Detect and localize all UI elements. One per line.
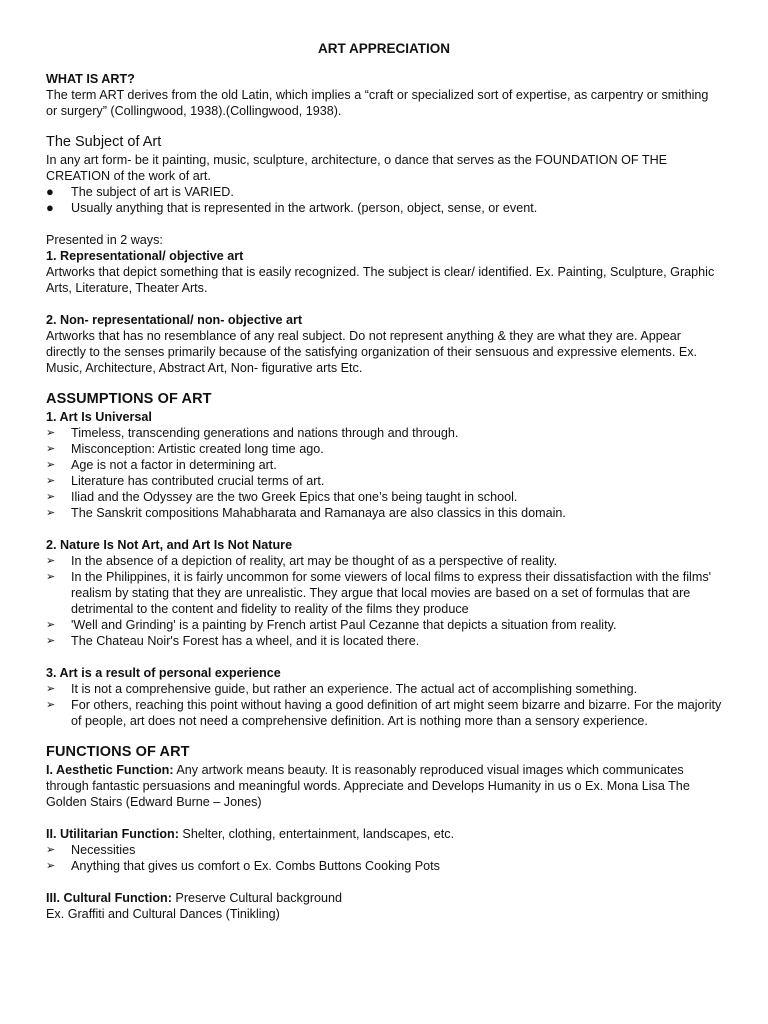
assumption-1-list — [46, 425, 722, 521]
arrow-bullet-icon: ➢ — [46, 459, 56, 471]
subject-bullets — [46, 184, 722, 216]
list-item: ➢ In the Philippines, it is fairly uncommon for some viewers of local films to express their dissatisfaction with the films' realism by stating that they are unrealistic. They argue that local movies are based on a set of formulas that are detrimental to the content and fidelity to reality of the films they produce — [46, 570, 712, 616]
assumptions-heading: ASSUMPTIONS OF ART — [46, 391, 212, 407]
bullet-dot-icon: ● — [46, 200, 54, 215]
what-heading: WHAT IS ART? — [46, 72, 135, 86]
arrow-bullet-icon: ➢ — [46, 860, 56, 872]
list-item: ➢ The Chateau Noir's Forest has a wheel, and it is located there. — [46, 634, 420, 648]
list-item: ➢ In the absence of a depiction of reality, art may be thought of as a perspective of reality. — [46, 554, 558, 568]
list-item: ● The subject of art is VARIED. — [46, 184, 234, 199]
list-item: ➢ The Sanskrit compositions Mahabharata and Ramanaya are also classics in this domain. — [46, 506, 566, 520]
ways-intro: Presented in 2 ways: — [46, 233, 163, 247]
list-item: ➢ Misconception: Artistic created long time ago. — [46, 442, 324, 456]
list-item: ➢ Timeless, transcending generations and nations through and through. — [46, 426, 459, 440]
nonrepresentational-heading: 2. Non- representational/ non- objective art — [46, 313, 303, 327]
assumption-2-list — [46, 553, 722, 649]
subject-text: In any art form- be it painting, music, sculpture, architecture, o dance that serves as the FOUNDATION OF THE CREATION of the work of art. — [46, 153, 668, 183]
arrow-bullet-icon: ➢ — [46, 491, 56, 503]
page-title: ART APPRECIATION — [317, 41, 450, 56]
what-text: The term ART derives from the old Latin, which implies a “craft or specialized sort of expertise, as carpentry or smithing or surgery” (Collingwood, 1938).(Collingwood, 1938). — [46, 88, 709, 118]
arrow-bullet-icon: ➢ — [46, 844, 56, 856]
arrow-bullet-icon: ➢ — [46, 507, 56, 519]
arrow-bullet-icon: ➢ — [46, 427, 56, 439]
list-item: ➢ 'Well and Grinding' is a painting by French artist Paul Cezanne that depicts a situation from reality. — [46, 618, 617, 632]
utilitarian-list — [46, 842, 722, 874]
assumption-2-heading: 2. Nature Is Not Art, and Art Is Not Nature — [46, 538, 293, 552]
list-item: ➢ It is not a comprehensive guide, but rather an experience. The actual act of accomplishing something. — [46, 682, 638, 696]
list-item: ➢ Anything that gives us comfort o Ex. Combs Buttons Cooking Pots — [46, 859, 440, 873]
nonrepresentational-text: Artworks that has no resemblance of any real subject. Do not represent anything & they are what they are. Appear directly to the senses primarily because of the satisfying organization of their sensuous and expressive elements. Ex. Music, Architecture, Abstract Art, Non- figurative arts Etc. — [46, 329, 698, 375]
arrow-bullet-icon: ➢ — [46, 475, 56, 487]
arrow-bullet-icon: ➢ — [46, 635, 56, 647]
list-item: ● Usually anything that is represented in the artwork. (person, object, sense, or event. — [46, 200, 538, 215]
list-item: ➢ Age is not a factor in determining art. — [46, 458, 277, 472]
assumption-3-heading: 3. Art is a result of personal experience — [46, 666, 281, 680]
utilitarian-function: II. Utilitarian Function: Shelter, clothing, entertainment, landscapes, etc. — [46, 827, 455, 841]
list-item: ➢ For others, reaching this point without having a good definition of art might seem bizarre and bizarre. For the majority of people, art does not need a comprehensive definition. Art is nothing more than a sensory experience. — [46, 698, 722, 728]
assumption-1-heading: 1. Art Is Universal — [46, 410, 152, 424]
subject-heading: The Subject of Art — [46, 134, 162, 150]
list-item: ➢ Necessities — [46, 843, 136, 857]
representational-text: Artworks that depict something that is easily recognized. The subject is clear/ identified. Ex. Painting, Sculpture, Graphic Arts, Literature, Theater Arts. — [46, 265, 715, 295]
functions-heading: FUNCTIONS OF ART — [46, 744, 190, 760]
cultural-function: III. Cultural Function: Preserve Cultural background — [46, 891, 343, 905]
arrow-bullet-icon: ➢ — [46, 683, 56, 695]
list-item: ➢ Iliad and the Odyssey are the two Greek Epics that one’s being taught in school. — [46, 490, 518, 504]
arrow-bullet-icon: ➢ — [46, 571, 56, 583]
aesthetic-function: I. Aesthetic Function: Any artwork means beauty. It is reasonably reproduced visual images which communicates through fantastic persuasions and meaningful words. Appreciate and Develops Humanity in us o Ex. Mona Lisa The Golden Stairs (Edward Burne – Jones) — [46, 763, 690, 809]
assumption-3-list — [46, 681, 722, 729]
list-item: ➢ Literature has contributed crucial terms of art. — [46, 474, 325, 488]
cultural-example: Ex. Graffiti and Cultural Dances (Tinikling) — [46, 907, 280, 921]
arrow-bullet-icon: ➢ — [46, 555, 56, 567]
representational-heading: 1. Representational/ objective art — [46, 249, 244, 263]
bullet-dot-icon: ● — [46, 184, 54, 199]
arrow-bullet-icon: ➢ — [46, 443, 56, 455]
arrow-bullet-icon: ➢ — [46, 699, 56, 711]
arrow-bullet-icon: ➢ — [46, 619, 56, 631]
